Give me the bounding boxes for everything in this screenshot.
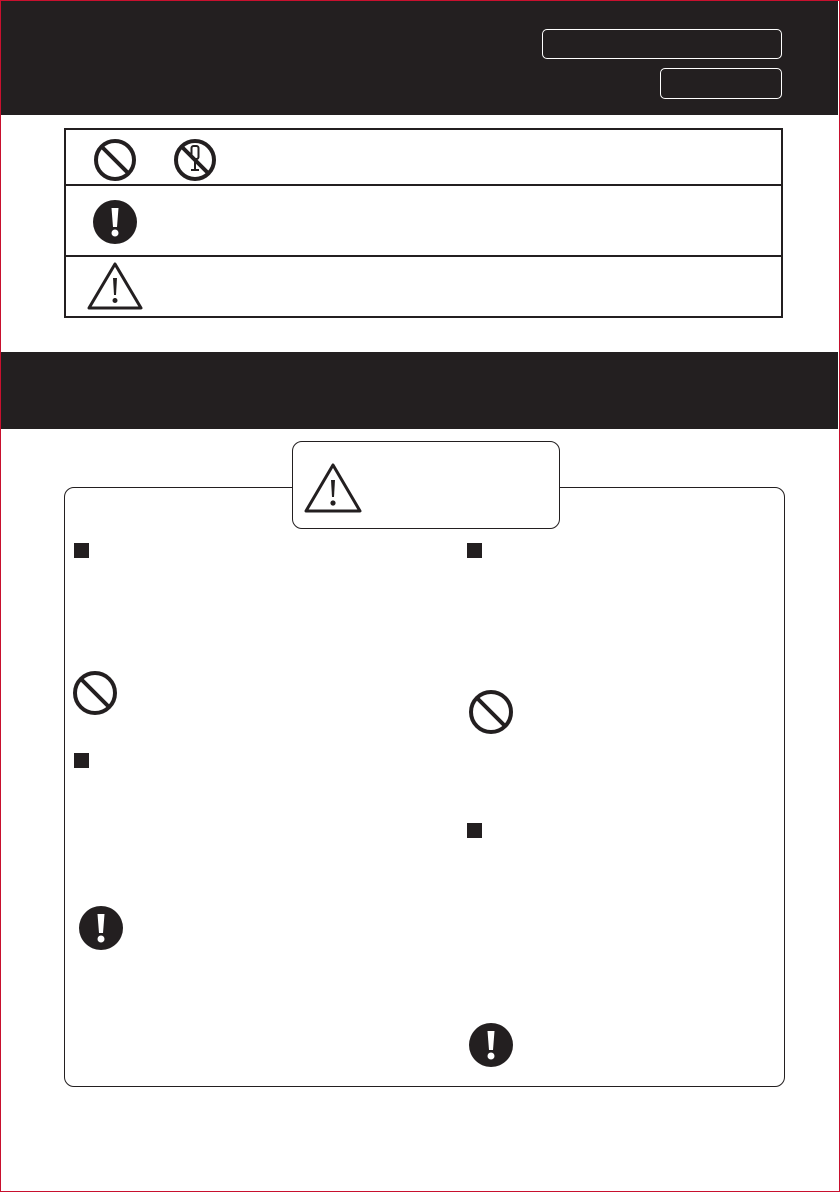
item-bullet-square bbox=[74, 753, 89, 768]
item-bullet-square bbox=[467, 823, 482, 838]
item-bullet-square bbox=[467, 543, 482, 558]
header-title-box bbox=[542, 29, 782, 59]
prohibition-icon bbox=[467, 688, 515, 736]
caution-heading-tab bbox=[292, 441, 560, 529]
caution-panel bbox=[64, 487, 785, 1087]
section-band bbox=[1, 352, 838, 429]
mandatory-action-icon bbox=[468, 1022, 514, 1068]
warning-triangle-icon bbox=[86, 261, 144, 311]
prohibition-icon bbox=[92, 137, 138, 183]
mandatory-action-icon bbox=[78, 905, 124, 951]
legend-row-mandatory bbox=[66, 186, 781, 257]
legend-row-warning bbox=[66, 257, 781, 316]
warning-triangle-icon bbox=[303, 462, 363, 514]
header-code-box bbox=[660, 68, 782, 99]
no-disassembly-icon bbox=[172, 137, 218, 183]
prohibition-icon bbox=[71, 669, 119, 717]
symbol-legend-table bbox=[64, 128, 783, 318]
legend-row-prohibition bbox=[66, 130, 781, 186]
item-bullet-square bbox=[74, 543, 89, 558]
mandatory-action-icon bbox=[92, 199, 138, 245]
header-band bbox=[1, 1, 838, 115]
